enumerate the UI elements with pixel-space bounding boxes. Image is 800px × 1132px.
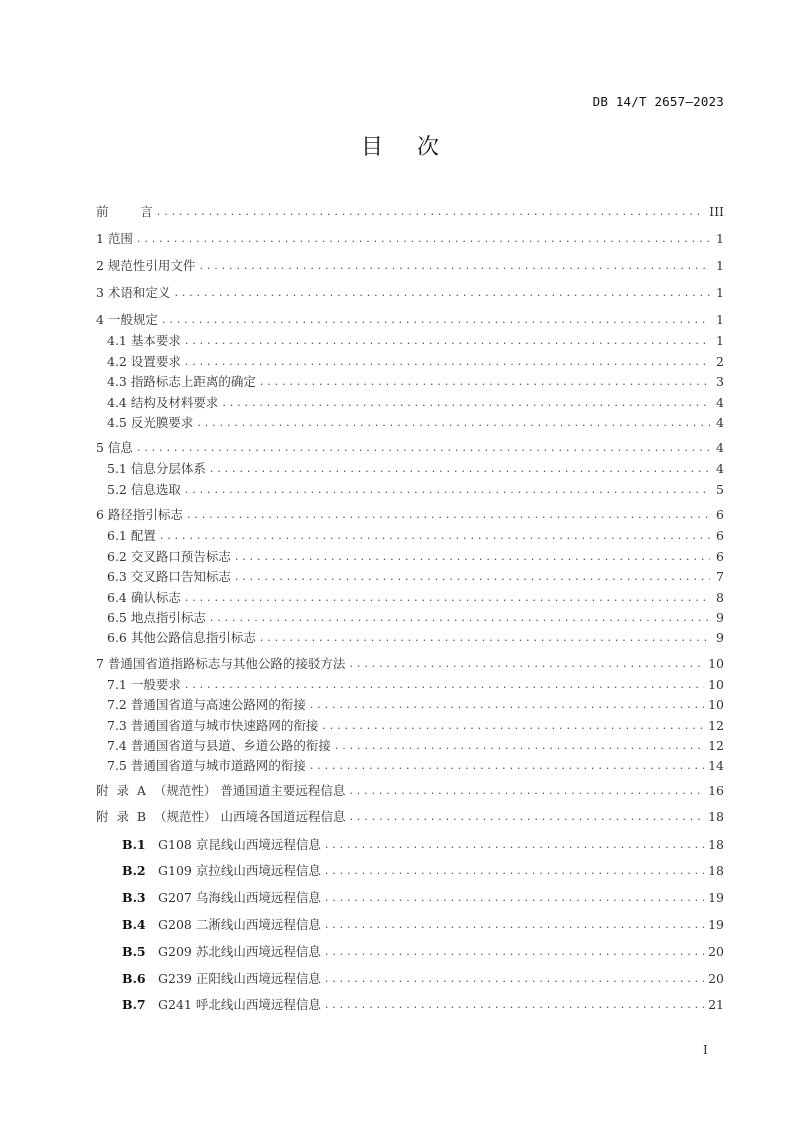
toc-entry-label [96, 916, 321, 934]
toc-page-number: 1 [716, 285, 724, 300]
toc-page-number: 6 [716, 528, 724, 543]
toc-entry[interactable] [96, 629, 724, 647]
toc-page-number: 6 [716, 549, 724, 564]
toc-page-number: 20 [708, 971, 724, 986]
dot-leader [349, 655, 704, 673]
toc-page-number: 12 [708, 718, 724, 733]
toc-entry[interactable] [96, 284, 724, 302]
toc-entry[interactable] [96, 373, 724, 391]
dot-leader [137, 230, 710, 248]
toc-entry[interactable] [96, 203, 724, 221]
toc-entry[interactable] [96, 332, 724, 350]
toc-entry[interactable] [96, 808, 724, 826]
appendix-item-number: B.2 [122, 863, 146, 878]
toc-entry-label: 1 范围 [96, 231, 133, 246]
toc-entry[interactable] [96, 836, 724, 854]
toc-entry-label [96, 862, 321, 880]
appendix-item-title: G207 乌海线山西境远程信息 [158, 890, 321, 905]
toc-page-number: 20 [708, 944, 724, 959]
appendix-item-number: B.4 [122, 917, 146, 932]
toc-entry[interactable] [96, 527, 724, 545]
toc-page-number: 1 [716, 333, 724, 348]
appendix-item-title: G241 呼北线山西境远程信息 [158, 997, 321, 1012]
dot-leader [335, 737, 704, 755]
toc-page-number: 9 [716, 630, 724, 645]
toc-page-number: 5 [716, 482, 724, 497]
toc-page-number: 19 [708, 890, 724, 905]
toc-page-number: 4 [716, 395, 724, 410]
toc-entry-label: 6.6 其他公路信息指引标志 [107, 630, 256, 645]
toc-entry-label: 5 信息 [96, 440, 133, 455]
toc-entry-label: 7.2 普通国省道与高速公路网的衔接 [107, 697, 306, 712]
page-number: I [703, 1043, 708, 1057]
dot-leader [325, 836, 704, 854]
toc-entry-label: 4.4 结构及材料要求 [107, 395, 219, 410]
toc-entry-label: 6 路径指引标志 [96, 507, 183, 522]
toc-entry[interactable] [96, 394, 724, 412]
toc-page-number: 1 [716, 258, 724, 273]
toc-page-number: 8 [716, 590, 724, 605]
toc-entry[interactable] [96, 782, 724, 800]
toc-entry-label: 5.2 信息选取 [107, 482, 181, 497]
toc-entry[interactable] [96, 655, 724, 673]
dot-leader [137, 439, 710, 457]
toc-entry[interactable] [96, 757, 724, 775]
toc-page-number: 9 [716, 610, 724, 625]
toc-entry-label: 附 录 B （规范性） 山西境各国道远程信息 [96, 809, 346, 824]
dot-leader [350, 808, 705, 826]
standard-code: DB 14/T 2657—2023 [592, 94, 724, 109]
toc-entry-label: 6.4 确认标志 [107, 590, 181, 605]
toc-entry[interactable] [96, 889, 724, 907]
toc-entry-label: 7.5 普通国省道与城市道路网的衔接 [107, 758, 306, 773]
toc-entry[interactable] [96, 589, 724, 607]
toc-page-number: 1 [716, 231, 724, 246]
toc-page-number: 18 [708, 837, 724, 852]
dot-leader [185, 332, 710, 350]
dot-leader [185, 481, 710, 499]
toc-page-number: 1 [716, 312, 724, 327]
dot-leader [210, 609, 710, 627]
dot-leader [325, 996, 704, 1014]
toc-entry[interactable] [96, 996, 724, 1014]
toc-entry[interactable] [96, 506, 724, 524]
toc-page-number: 10 [708, 656, 724, 671]
toc-entry-label: 4 一般规定 [96, 312, 158, 327]
toc-entry[interactable] [96, 916, 724, 934]
toc-page-number: 12 [708, 738, 724, 753]
toc-entry[interactable] [96, 970, 724, 988]
dot-leader [157, 203, 705, 221]
toc-entry[interactable] [96, 230, 724, 248]
dot-leader [162, 311, 710, 329]
toc-page-number: 16 [708, 783, 724, 798]
toc-entry[interactable] [96, 481, 724, 499]
toc-entry-label: 7.1 一般要求 [107, 677, 181, 692]
toc-entry[interactable] [96, 568, 724, 586]
appendix-item-number: B.3 [122, 890, 146, 905]
dot-leader [185, 353, 710, 371]
appendix-item-title: G239 正阳线山西境远程信息 [158, 971, 321, 986]
dot-leader [199, 257, 710, 275]
toc-page-number: 18 [708, 863, 724, 878]
toc-page-number: 7 [716, 569, 724, 584]
dot-leader [235, 548, 710, 566]
toc-entry[interactable] [96, 439, 724, 457]
toc-entry[interactable] [96, 257, 724, 275]
toc-entry-label: 7 普通国省道指路标志与其他公路的接驳方法 [96, 656, 346, 671]
appendix-item-title: G208 二淅线山西境远程信息 [158, 917, 321, 932]
toc-page-number: 6 [716, 507, 724, 522]
toc-entry-label: 前 言 [96, 204, 153, 219]
toc-entry-label: 4.2 设置要求 [107, 354, 181, 369]
toc-entry-label: 5.1 信息分层体系 [107, 461, 206, 476]
appendix-item-title: G108 京昆线山西境远程信息 [158, 837, 321, 852]
toc-entry[interactable] [96, 676, 724, 694]
dot-leader [260, 629, 710, 647]
toc-page-number: 3 [716, 374, 724, 389]
toc-entry-label [96, 889, 321, 907]
dot-leader [310, 757, 704, 775]
dot-leader [187, 506, 710, 524]
toc-page-number: 18 [708, 809, 724, 824]
dot-leader [349, 782, 704, 800]
dot-leader [185, 589, 710, 607]
toc-page-number: 4 [716, 461, 724, 476]
toc-page-number: 4 [716, 415, 724, 430]
dot-leader [325, 889, 704, 907]
dot-leader [174, 284, 710, 302]
page-title: 目次 [360, 135, 473, 160]
appendix-item-number: B.1 [122, 837, 146, 852]
toc-entry[interactable] [96, 414, 724, 432]
appendix-item-number: B.5 [122, 944, 146, 959]
dot-leader [325, 862, 704, 880]
dot-leader [160, 527, 710, 545]
toc-entry-label: 4.3 指路标志上距离的确定 [107, 374, 256, 389]
toc-page-number: 10 [708, 677, 724, 692]
toc-entry-label: 6.1 配置 [107, 528, 156, 543]
appendix-item-number: B.6 [122, 971, 146, 986]
toc-entry-label [96, 943, 321, 961]
toc-entry-label: 7.3 普通国省道与城市快速路网的衔接 [107, 718, 319, 733]
toc-entry-label: 7.4 普通国省道与县道、乡道公路的衔接 [107, 738, 331, 753]
dot-leader [185, 676, 704, 694]
appendix-item-title: G109 京拉线山西境远程信息 [158, 863, 321, 878]
toc-entry-label [96, 996, 321, 1014]
toc-entry[interactable] [96, 353, 724, 371]
toc-page-number: 19 [708, 917, 724, 932]
toc-entry-label: 4.1 基本要求 [107, 333, 181, 348]
appendix-item-number: B.7 [122, 997, 146, 1012]
dot-leader [235, 568, 710, 586]
toc-page-number: 10 [708, 697, 724, 712]
appendix-item-title: G209 苏北线山西境远程信息 [158, 944, 321, 959]
toc-page-number: 14 [708, 758, 724, 773]
toc-entry[interactable] [96, 717, 724, 735]
dot-leader [222, 394, 710, 412]
toc-entry-label: 6.3 交叉路口告知标志 [107, 569, 231, 584]
dot-leader [322, 717, 704, 735]
toc-entry-label: 3 术语和定义 [96, 285, 171, 300]
toc-entry-label: 6.2 交叉路口预告标志 [107, 549, 231, 564]
toc-entry[interactable] [96, 311, 724, 329]
toc-entry[interactable] [96, 548, 724, 566]
toc-entry-label: 4.5 反光膜要求 [107, 415, 194, 430]
toc-entry[interactable] [96, 862, 724, 880]
toc-entry[interactable] [96, 696, 724, 714]
dot-leader [210, 460, 710, 478]
toc-entry-label: 2 规范性引用文件 [96, 258, 196, 273]
toc-entry-label [96, 836, 321, 854]
dot-leader [325, 970, 704, 988]
dot-leader [197, 414, 710, 432]
toc-entry-label: 附 录 A （规范性） 普通国道主要远程信息 [96, 783, 346, 798]
dot-leader [260, 373, 710, 391]
dot-leader [310, 696, 704, 714]
toc-entry-label: 6.5 地点指引标志 [107, 610, 206, 625]
dot-leader [325, 943, 704, 961]
toc-page-number: 4 [716, 440, 724, 455]
toc-entry-label [96, 970, 321, 988]
toc-entry[interactable] [96, 737, 724, 755]
toc-entry[interactable] [96, 609, 724, 627]
dot-leader [325, 916, 704, 934]
toc-page-number: 21 [708, 997, 724, 1012]
toc-page-number: 2 [716, 354, 724, 369]
toc-entry[interactable] [96, 460, 724, 478]
toc-page-number: III [709, 204, 724, 219]
toc-entry[interactable] [96, 943, 724, 961]
